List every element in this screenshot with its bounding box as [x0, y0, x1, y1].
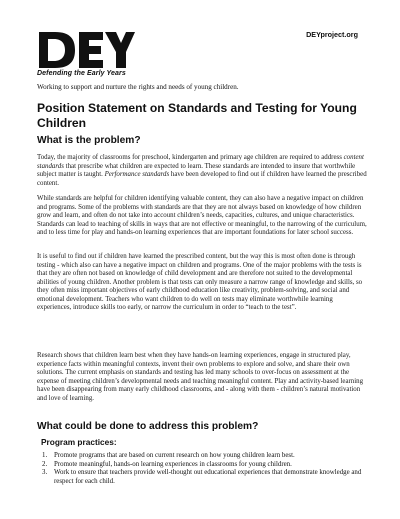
section-heading-problem: What is the problem?	[37, 135, 141, 146]
paragraph-3: It is useful to find out if children have learned the prescribed content, but the way this is most often done is through testing - which also can have a negative impact on children and programs. One of the major problems with the tests is that they are often not based on knowledge of child development and are therefore not suited to the developmental abilities of young children. Another problem is that tests can only measure a narrow range of knowledge and skills, so they often miss important objectives of early childhood education like creativity, problem-solving, and social and emotional development. Teachers who want children to do well on tests may eliminate worthwhile learning experiences, introduce skills too early, or narrow the curriculum in order to “teach to the test”.	[37, 253, 363, 312]
p1-text-c: that prescribe what children are expected to learn. These standards are intended to insure that worthwhile subject matter is taught.	[37, 162, 356, 179]
dey-logo-mark	[37, 28, 135, 70]
subheading-program-practices: Program practices:	[41, 437, 117, 447]
list-item-text: Work to ensure that teachers provide well-thought out educational experiences that demonstrate knowledge and respect for each child.	[54, 469, 362, 485]
list-item-number: 3.	[42, 469, 48, 477]
paragraph-2: While standards are helpful for children identifying valuable content, they can also have a negative impact on children and programs. Some of the problems with standards are that they are not always based on knowledge of how children grow and learn, and often do not take into account children’s needs, capacities, cultures, and unique characteristics. Standards can lead to teaching of skills in ways that are not effective or meaningful, to the narrowing of the curriculum, and to less time for play and hands-on learning experiences that are important foundations for later school success.	[37, 195, 367, 237]
p1-text-content-standards: content standards	[37, 154, 364, 170]
p1-text-a: Today, the majority of classrooms for preschool, kindergarten and primary age children are required to address	[37, 154, 344, 161]
section-heading-solutions: What could be done to address this problem?	[37, 421, 259, 432]
program-practices-list	[42, 452, 367, 486]
p1-text-e: have been developed to find out if children have learned the prescribed content.	[37, 171, 367, 187]
list-item	[42, 461, 367, 470]
list-item	[42, 469, 367, 486]
dey-logo	[37, 28, 137, 77]
list-item-text: Promote meaningful, hands-on learning experiences in classrooms for young children.	[54, 460, 292, 468]
paragraph-1	[37, 154, 367, 188]
list-item-number: 1.	[42, 452, 48, 459]
org-tagline: Working to support and nurture the rights and needs of young children.	[37, 83, 239, 91]
paragraph-4: Research shows that children learn best when they have hands-on learning experiences, engage in structured play, experience facts within meaningful contexts, invent their own problems to explore and solve, and share their own solutions. The current emphasis on standards and testing has led many schools to over-focus on assessment at the expense of meeting children’s developmental needs and teaching meaningful content. Play and activity-based learning have been disappearing from many early childhood classrooms, and - along with them - children’s natural motivation and love of learning.	[37, 352, 364, 402]
list-item-text: Promote programs that are based on current research on how young children learn best.	[54, 452, 295, 459]
page-title: Position Statement on Standards and Testing for Young Children	[37, 101, 357, 130]
logo-tagline: Defending the Early Years	[37, 70, 126, 77]
p1-text-performance-standards: Performance standards	[104, 171, 170, 179]
list-item	[42, 452, 367, 461]
site-url[interactable]: DEYproject.org	[306, 30, 358, 39]
list-item-number: 2.	[42, 460, 48, 468]
